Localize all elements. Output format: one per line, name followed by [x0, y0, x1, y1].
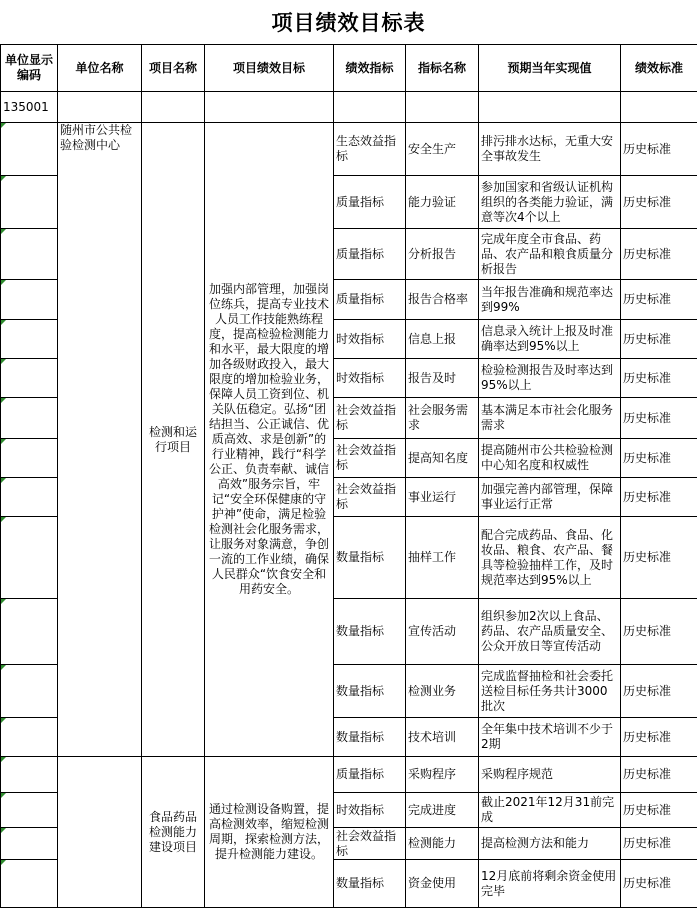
- standard-cell: 历史标准: [621, 828, 697, 860]
- unit-code-row: [1, 92, 697, 123]
- indicator-name-cell: 能力验证: [406, 176, 479, 229]
- expected-value-cell: 12月底前将剩余资金使用完毕: [479, 860, 621, 908]
- standard-cell: 历史标准: [621, 718, 697, 757]
- indicator-name-cell: 社会服务需求: [406, 398, 479, 439]
- indicator-name-cell: 检测能力: [406, 828, 479, 860]
- indicator-name-cell: 报告及时: [406, 359, 479, 398]
- project-goal-cell: 加强内部管理，加强岗位练兵，提高专业技术人员工作技能熟练程度，提高检验检测能力和水平，最大限度的增加各级财政投入，最大限度的增加检验业务，保障人员工资到位、机关队伍稳定。弘扬“团结担当、公正诚信、优质高效、求是创新”的行业精神，践行“科学公正、负责奉献、诚信高效”服务宗旨，牢记“安全环保健康的守护神”使命，满足检验检测社会化服务需求，让服务对象满意，争创一流的工作业绩，确保人民群众“饮食安全和用药安全。: [205, 123, 334, 757]
- indicator-type-cell: 质量指标: [334, 176, 406, 229]
- indicator-type-cell: 数量指标: [334, 860, 406, 908]
- indicator-name-cell: 安全生产: [406, 123, 479, 176]
- standard-cell: 历史标准: [621, 478, 697, 517]
- unit-name-cell-empty: [58, 757, 142, 908]
- indicator-name-cell: 资金使用: [406, 860, 479, 908]
- code-cell: [1, 478, 58, 517]
- code-cell: [1, 718, 58, 757]
- expected-value-cell: 提高随州市公共检验检测中心知名度和权威性: [479, 439, 621, 478]
- expected-value-cell: 完成年度全市食品、药品、农产品和粮食质量分析报告: [479, 229, 621, 280]
- header-unit-name: 单位名称: [58, 45, 142, 92]
- standard-cell: 历史标准: [621, 517, 697, 599]
- code-cell: [1, 757, 58, 793]
- code-cell: [1, 320, 58, 359]
- header-indicator-name: 指标名称: [406, 45, 479, 92]
- code-cell: [1, 517, 58, 599]
- indicator-name-cell: 报告合格率: [406, 280, 479, 320]
- expected-value-cell: 信息录入统计上报及时准确率达到95%以上: [479, 320, 621, 359]
- indicator-type-cell: 社会效益指标: [334, 828, 406, 860]
- code-cell: [1, 280, 58, 320]
- standard-cell: 历史标准: [621, 229, 697, 280]
- indicator-type-cell: 社会效益指标: [334, 439, 406, 478]
- table-row: [1, 757, 697, 793]
- indicator-type-cell: 社会效益指标: [334, 398, 406, 439]
- expected-value-cell: 提高检测方法和能力: [479, 828, 621, 860]
- project-name-cell: 食品药品检测能力建设项目: [142, 757, 205, 908]
- indicator-type-cell: 数量指标: [334, 665, 406, 718]
- standard-cell: 历史标准: [621, 280, 697, 320]
- header-standard: 绩效标准: [621, 45, 697, 92]
- standard-cell: 历史标准: [621, 398, 697, 439]
- standard-cell: 历史标准: [621, 320, 697, 359]
- code-cell: [1, 828, 58, 860]
- project-goal-cell: 通过检测设备购置，提高检测效率，缩短检测周期，探索检测方法，提升检测能力建设。: [205, 757, 334, 908]
- expected-value-cell: 检验检测报告及时率达到95%以上: [479, 359, 621, 398]
- code-cell: [1, 229, 58, 280]
- indicator-type-cell: 生态效益指标: [334, 123, 406, 176]
- header-project-goal: 项目绩效目标: [205, 45, 334, 92]
- standard-cell: 历史标准: [621, 123, 697, 176]
- code-cell: [1, 123, 58, 176]
- indicator-name-cell: 宣传活动: [406, 599, 479, 665]
- header-project-name: 项目名称: [142, 45, 205, 92]
- expected-value-cell: 当年报告准确和规范率达到99%: [479, 280, 621, 320]
- expected-value-cell: 截止2021年12月31前完成: [479, 793, 621, 828]
- expected-value-cell: 参加国家和省级认证机构组织的各类能力验证，满意等次4个以上: [479, 176, 621, 229]
- indicator-type-cell: 数量指标: [334, 517, 406, 599]
- code-cell: [1, 359, 58, 398]
- expected-value-cell: 采购程序规范: [479, 757, 621, 793]
- code-cell: [1, 599, 58, 665]
- indicator-type-cell: 质量指标: [334, 280, 406, 320]
- indicator-name-cell: 完成进度: [406, 793, 479, 828]
- indicator-type-cell: 时效指标: [334, 793, 406, 828]
- indicator-name-cell: 技术培训: [406, 718, 479, 757]
- expected-value-cell: 完成监督抽检和社会委托送检目标任务共计3000批次: [479, 665, 621, 718]
- standard-cell: 历史标准: [621, 757, 697, 793]
- standard-cell: 历史标准: [621, 860, 697, 908]
- expected-value-cell: 配合完成药品、食品、化妆品、粮食、农产品、餐具等检验抽样工作，及时规范率达到95%以上: [479, 517, 621, 599]
- indicator-name-cell: 抽样工作: [406, 517, 479, 599]
- code-cell: [1, 398, 58, 439]
- table-title: 项目绩效目标表: [271, 11, 426, 35]
- indicator-name-cell: 信息上报: [406, 320, 479, 359]
- code-cell: [1, 439, 58, 478]
- code-cell: [1, 665, 58, 718]
- expected-value-cell: 加强完善内部管理，保障事业运行正常: [479, 478, 621, 517]
- expected-value-cell: 全年集中技术培训不少于2期: [479, 718, 621, 757]
- indicator-type-cell: 时效指标: [334, 320, 406, 359]
- indicator-name-cell: 检测业务: [406, 665, 479, 718]
- expected-value-cell: 组织参加2次以上食品、药品、农产品质量安全、公众开放日等宣传活动: [479, 599, 621, 665]
- indicator-type-cell: 质量指标: [334, 229, 406, 280]
- indicator-type-cell: 质量指标: [334, 757, 406, 793]
- indicator-type-cell: 数量指标: [334, 599, 406, 665]
- standard-cell: 历史标准: [621, 439, 697, 478]
- code-cell: [1, 793, 58, 828]
- code-cell: [1, 860, 58, 908]
- header-indicator-type: 绩效指标: [334, 45, 406, 92]
- standard-cell: 历史标准: [621, 359, 697, 398]
- indicator-type-cell: 数量指标: [334, 718, 406, 757]
- indicator-name-cell: 采购程序: [406, 757, 479, 793]
- unit-name-cell: 随州市公共检验检测中心: [58, 123, 142, 757]
- expected-value-cell: 排污排水达标，无重大安全事故发生: [479, 123, 621, 176]
- project-name-cell: 检测和运行项目: [142, 123, 205, 757]
- table-row: [1, 123, 697, 176]
- indicator-name-cell: 分析报告: [406, 229, 479, 280]
- unit-code-cell: 135001: [1, 92, 58, 123]
- code-cell: [1, 176, 58, 229]
- standard-cell: 历史标准: [621, 665, 697, 718]
- performance-table: [0, 44, 697, 908]
- expected-value-cell: 基本满足本市社会化服务需求: [479, 398, 621, 439]
- standard-cell: 历史标准: [621, 793, 697, 828]
- standard-cell: 历史标准: [621, 176, 697, 229]
- indicator-name-cell: 事业运行: [406, 478, 479, 517]
- header-unit-code: 单位显示编码: [1, 45, 58, 92]
- standard-cell: 历史标准: [621, 599, 697, 665]
- indicator-name-cell: 提高知名度: [406, 439, 479, 478]
- indicator-type-cell: 社会效益指标: [334, 478, 406, 517]
- indicator-type-cell: 时效指标: [334, 359, 406, 398]
- header-expected-value: 预期当年实现值: [479, 45, 621, 92]
- header-row: [1, 45, 697, 92]
